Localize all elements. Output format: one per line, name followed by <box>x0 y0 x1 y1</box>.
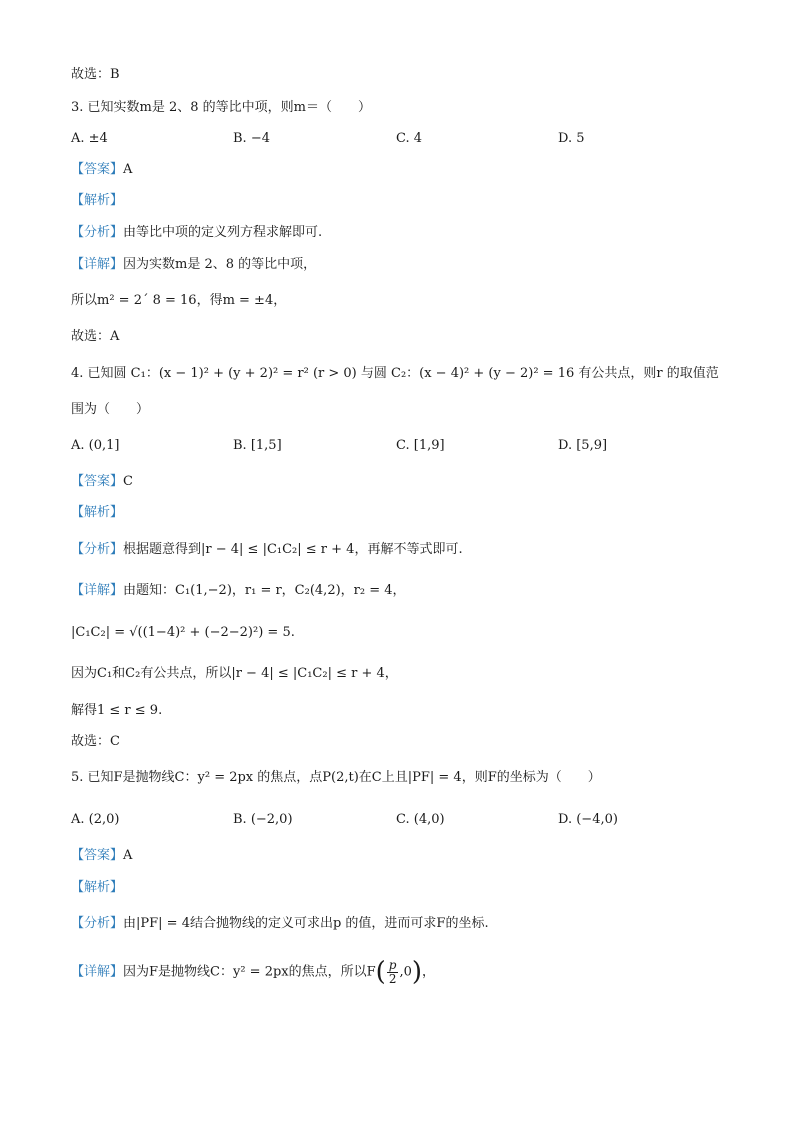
q5-answer <box>71 847 132 865</box>
analysis-tag: 【解析】 <box>71 505 124 520</box>
q4-distance: |C₁C₂| = √((1−4)² + (−2−2)²) = 5. <box>71 625 295 640</box>
q3-xiangjie-text: 因为实数m是 2、8 的等比中项， <box>123 257 317 272</box>
q3-calculation: 所以m² = 2´ 8 = 16，得m = ±4， <box>71 293 287 308</box>
q3-option-a: A. ±4 <box>71 131 108 146</box>
q4-option-d: D. [5,9] <box>558 438 608 453</box>
prev-answer-line: 故选：B <box>71 67 120 82</box>
q3-answer <box>71 161 132 179</box>
answer-tag: 【答案】 <box>71 848 124 863</box>
q5-option-a: A. (2,0) <box>71 812 120 827</box>
q3-answer-value: A <box>123 162 133 177</box>
q5-options <box>71 811 731 829</box>
q5-option-c: C. (4,0) <box>396 812 445 827</box>
q4-option-a: A. (0,1] <box>71 438 120 453</box>
q5-analysis-heading <box>71 879 123 897</box>
q3-fenxi <box>71 224 322 242</box>
trailing-comma: ， <box>422 964 436 980</box>
q4-xiangjie <box>71 582 406 600</box>
q5-option-b: B. (−2,0) <box>233 812 293 827</box>
q5-option-d: D. (−4,0) <box>558 812 618 827</box>
fenxi-tag: 【分析】 <box>71 225 124 240</box>
q3-xiangjie <box>71 256 316 274</box>
q4-analysis-heading <box>71 504 123 522</box>
q4-fenxi-text: 根据题意得到|r − 4| ≤ |C₁C₂| ≤ r + 4，再解不等式即可. <box>123 542 463 557</box>
q5-xiangjie-text: 因为F是抛物线C：y² = 2px的焦点，所以F <box>123 964 376 980</box>
right-paren: ) <box>411 957 423 987</box>
q4-fenxi <box>71 541 463 559</box>
q5-fenxi-text: 由|PF| = 4结合抛物线的定义可求出p 的值，进而可求F的坐标. <box>123 916 489 931</box>
coordinate-tail: ,0 <box>399 964 412 980</box>
q3-option-b: B. −4 <box>233 131 270 146</box>
fenxi-tag: 【分析】 <box>71 542 124 557</box>
analysis-tag: 【解析】 <box>71 880 124 895</box>
q4-conclusion: 故选：C <box>71 734 120 749</box>
q4-solution: 解得1 ≤ r ≤ 9. <box>71 703 163 718</box>
q4-options <box>71 437 731 455</box>
q5-answer-value: A <box>123 848 133 863</box>
q3-option-c: C. 4 <box>396 131 423 146</box>
q4-stem-line1: 4. 已知圆 C₁：(x − 1)² + (y + 2)² = r² (r > 0) 与圆 C₂：(x − 4)² + (y − 2)² = 16 有公共点，则r 的取值范 <box>71 366 719 381</box>
xiangjie-tag: 【详解】 <box>71 583 124 598</box>
fraction-numerator: p <box>388 957 397 972</box>
q4-condition: 因为C₁和C₂有公共点，所以|r − 4| ≤ |C₁C₂| ≤ r + 4， <box>71 666 398 681</box>
q5-stem: 5. 已知F是抛物线C：y² = 2px 的焦点，点P(2,t)在C上且|PF| = 4，则F的坐标为（ ） <box>71 770 601 785</box>
fraction-denominator: 2 <box>388 971 397 986</box>
q4-option-b: B. [1,5] <box>233 438 282 453</box>
q4-answer <box>71 473 133 491</box>
q4-xiangjie-text: 由题知：C₁(1,−2)，r₁ = r，C₂(4,2)，r₂ = 4， <box>123 583 406 598</box>
answer-tag: 【答案】 <box>71 162 124 177</box>
fenxi-tag: 【分析】 <box>71 916 124 931</box>
q4-option-c: C. [1,9] <box>396 438 445 453</box>
xiangjie-tag: 【详解】 <box>71 257 124 272</box>
q4-answer-value: C <box>123 474 133 489</box>
answer-tag: 【答案】 <box>71 474 124 489</box>
q3-option-d: D. 5 <box>558 131 585 146</box>
q3-analysis-heading <box>71 192 123 210</box>
xiangjie-tag: 【详解】 <box>71 964 124 980</box>
q3-stem: 3. 已知实数m是 2、8 的等比中项，则m＝（ ） <box>71 100 371 115</box>
q5-fenxi <box>71 915 489 933</box>
left-paren: ( <box>375 957 386 987</box>
q3-conclusion: 故选：A <box>71 329 120 344</box>
analysis-tag: 【解析】 <box>71 193 124 208</box>
q3-options <box>71 130 731 148</box>
fraction-p-over-2 <box>387 959 399 986</box>
q4-stem-line2: 围为（ ） <box>71 402 150 417</box>
q5-xiangjie <box>71 958 435 987</box>
q3-fenxi-text: 由等比中项的定义列方程求解即可. <box>123 225 323 240</box>
